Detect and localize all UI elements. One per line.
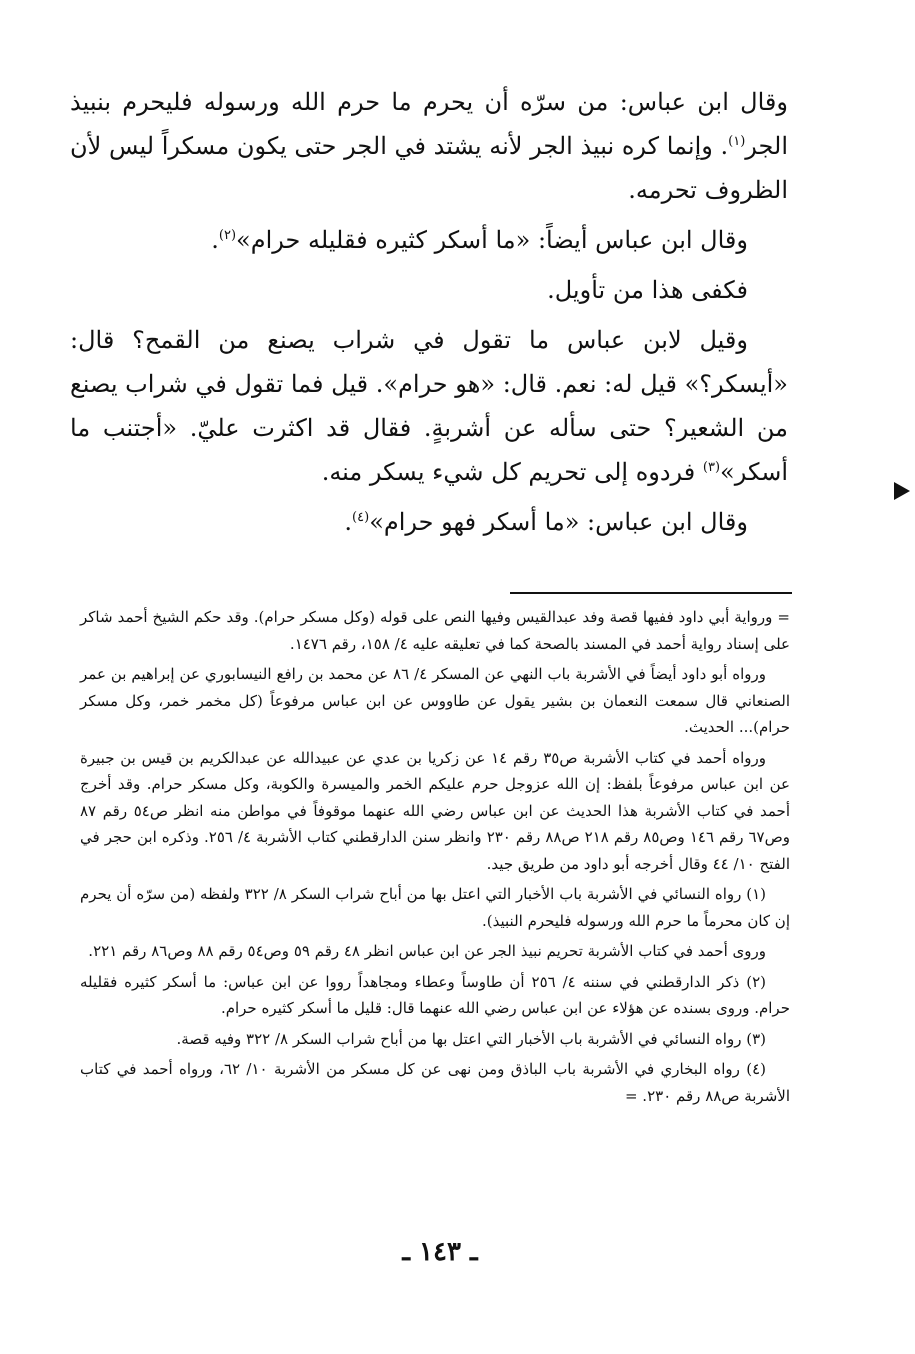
footnote-ref-3[interactable]: (٣) — [702, 460, 721, 475]
right-pointing-arrow-icon — [894, 482, 910, 500]
footnote-ref-1[interactable]: (١) — [728, 134, 746, 149]
footnote-paragraph: ورواه أبو داود أيضاً في الأشربة باب النهي عن المسكر ٤/ ٨٦ عن محمد بن رافع النيسابوري عن إبراهيم بن عمر الصنعاني قال سمعت النعمان بن بشير يقول عن طاووس عن ابن عباس مرفوعاً (كل مخمر خمر، وكل مسكر حرام)... الحديث. — [80, 665, 790, 736]
footnote-paragraph: ورواه أحمد في كتاب الأشربة ص٣٥ رقم ١٤ عن زكريا بن عدي عن عبيدالله عن عبدالكريم بن قيس بن جبيرة عن ابن عباس مرفوعاً بلفظ: إن الله عزوجل حرم عليكم الخمر والميسرة والكوبة، وكل مسكر حرام. وقد أخرج أحمد في كتاب الأشربة هذا الحديث عن ابن عباس رضي الله عنهما موقوفاً في مواطن منه انظر ص٥٤ رقم ٨٧ وص٦٧ رقم ١٤٦ وص٨٥ رقم ٢١٨ ص٨٨ رقم ٢٣٠ وانظر سنن الدارقطني كتاب الأشربة ٤/ ٢٥٦. وذكره ابن حجر في الفتح ١٠/ ٤٤ وقال أخرجه أبو داود من طريق جيد. — [80, 748, 791, 873]
footnote-ref-4[interactable]: (٤) — [352, 510, 370, 525]
paragraph-3: فكفى هذا من تأويل. — [547, 276, 748, 304]
footnote-divider — [510, 592, 792, 594]
footnote-3: (٣) رواه النسائي في الأشربة باب الأخبار التي اعتل بها من أباح شراب السكر ٨/ ٣٢٢ وفيه قصة. — [176, 1029, 766, 1048]
page-number: ـ ١٤٣ ـ — [402, 1237, 478, 1267]
paragraph-1: وقال ابن عباس: من سرّه أن يحرم ما حرم الله ورسوله فليحرم بنبيذ الجر$^{(١)}$. وإنما كره نبيذ الجر لأنه يشتد في الجر حتى يكون مسكراً ليس لأن الظروف تحرمه. — [70, 88, 788, 204]
paragraph-4: وقيل لابن عباس ما تقول في شراب يصنع من القمح؟ قال: «أيسكر؟» قيل له: نعم. قال: «هو حرام». قيل فما تقول في شراب يصنع من الشعير؟ حتى سأله عن أشربةٍ. فقال قد اكثرت عليّ. «أجتنب ما أسكر»$^{(٣)}$ فردوه إلى تحريم كل شيء يسكر منه. — [70, 326, 788, 486]
footnote-ref-2[interactable]: (٢) — [218, 228, 237, 243]
footnote-1: (١) رواه النسائي في الأشربة باب الأخبار التي اعتل بها من أباح شراب السكر ٨/ ٣٢٢ ولفظه (من سرّه أن يحرم إن كان محرماً ما حرم الله ورسوله فليحرم النبيذ). — [80, 885, 790, 930]
footnote-paragraph: وروى أحمد في كتاب الأشربة تحريم نبيذ الجر عن ابن عباس انظر ٤٨ رقم ٥٩ وص٥٤ رقم ٨٨ وص٨٦ رقم ٢٢١. — [88, 942, 766, 960]
footnote-2: (٢) ذكر الدارقطني في سننه ٤/ ٢٥٦ أن طاوساً وعطاء ومجاهداً رووا عن ابن عباس: ما أسكر كثيره فقليله حرام. وروى بسنده عن هؤلاء عن ابن عباس رضي الله عنهما قال: قليل ما أسكر كثيره حرام. — [80, 972, 790, 1017]
paragraph-5: وقال ابن عباس: «ما أسكر فهو حرام»$^{(٤)}$. — [344, 508, 748, 536]
footnotes — [80, 604, 790, 1113]
main-text — [70, 80, 788, 550]
footnote-continuation: = ورواية أبي داود ففيها قصة وفد عبدالقيس وفيها النص على قوله (وكل مسكر حرام). وقد حكم الشيخ أحمد شاكر على إسناد رواية أحمد في المسند بالصحة كما في تعليقه عليه ٤/ ١٥٨، رقم ١٤٧٦. — [80, 608, 790, 653]
footnote-4: (٤) رواه البخاري في الأشربة باب الباذق ومن نهى عن كل مسكر من الأشربة ١٠/ ٦٢، ورواه أحمد في كتاب الأشربة ص٨٨ رقم ٢٣٠. = — [80, 1060, 790, 1105]
paragraph-2: وقال ابن عباس أيضاً: «ما أسكر كثيره فقليله حرام»$^{(٢)}$. — [211, 226, 748, 254]
